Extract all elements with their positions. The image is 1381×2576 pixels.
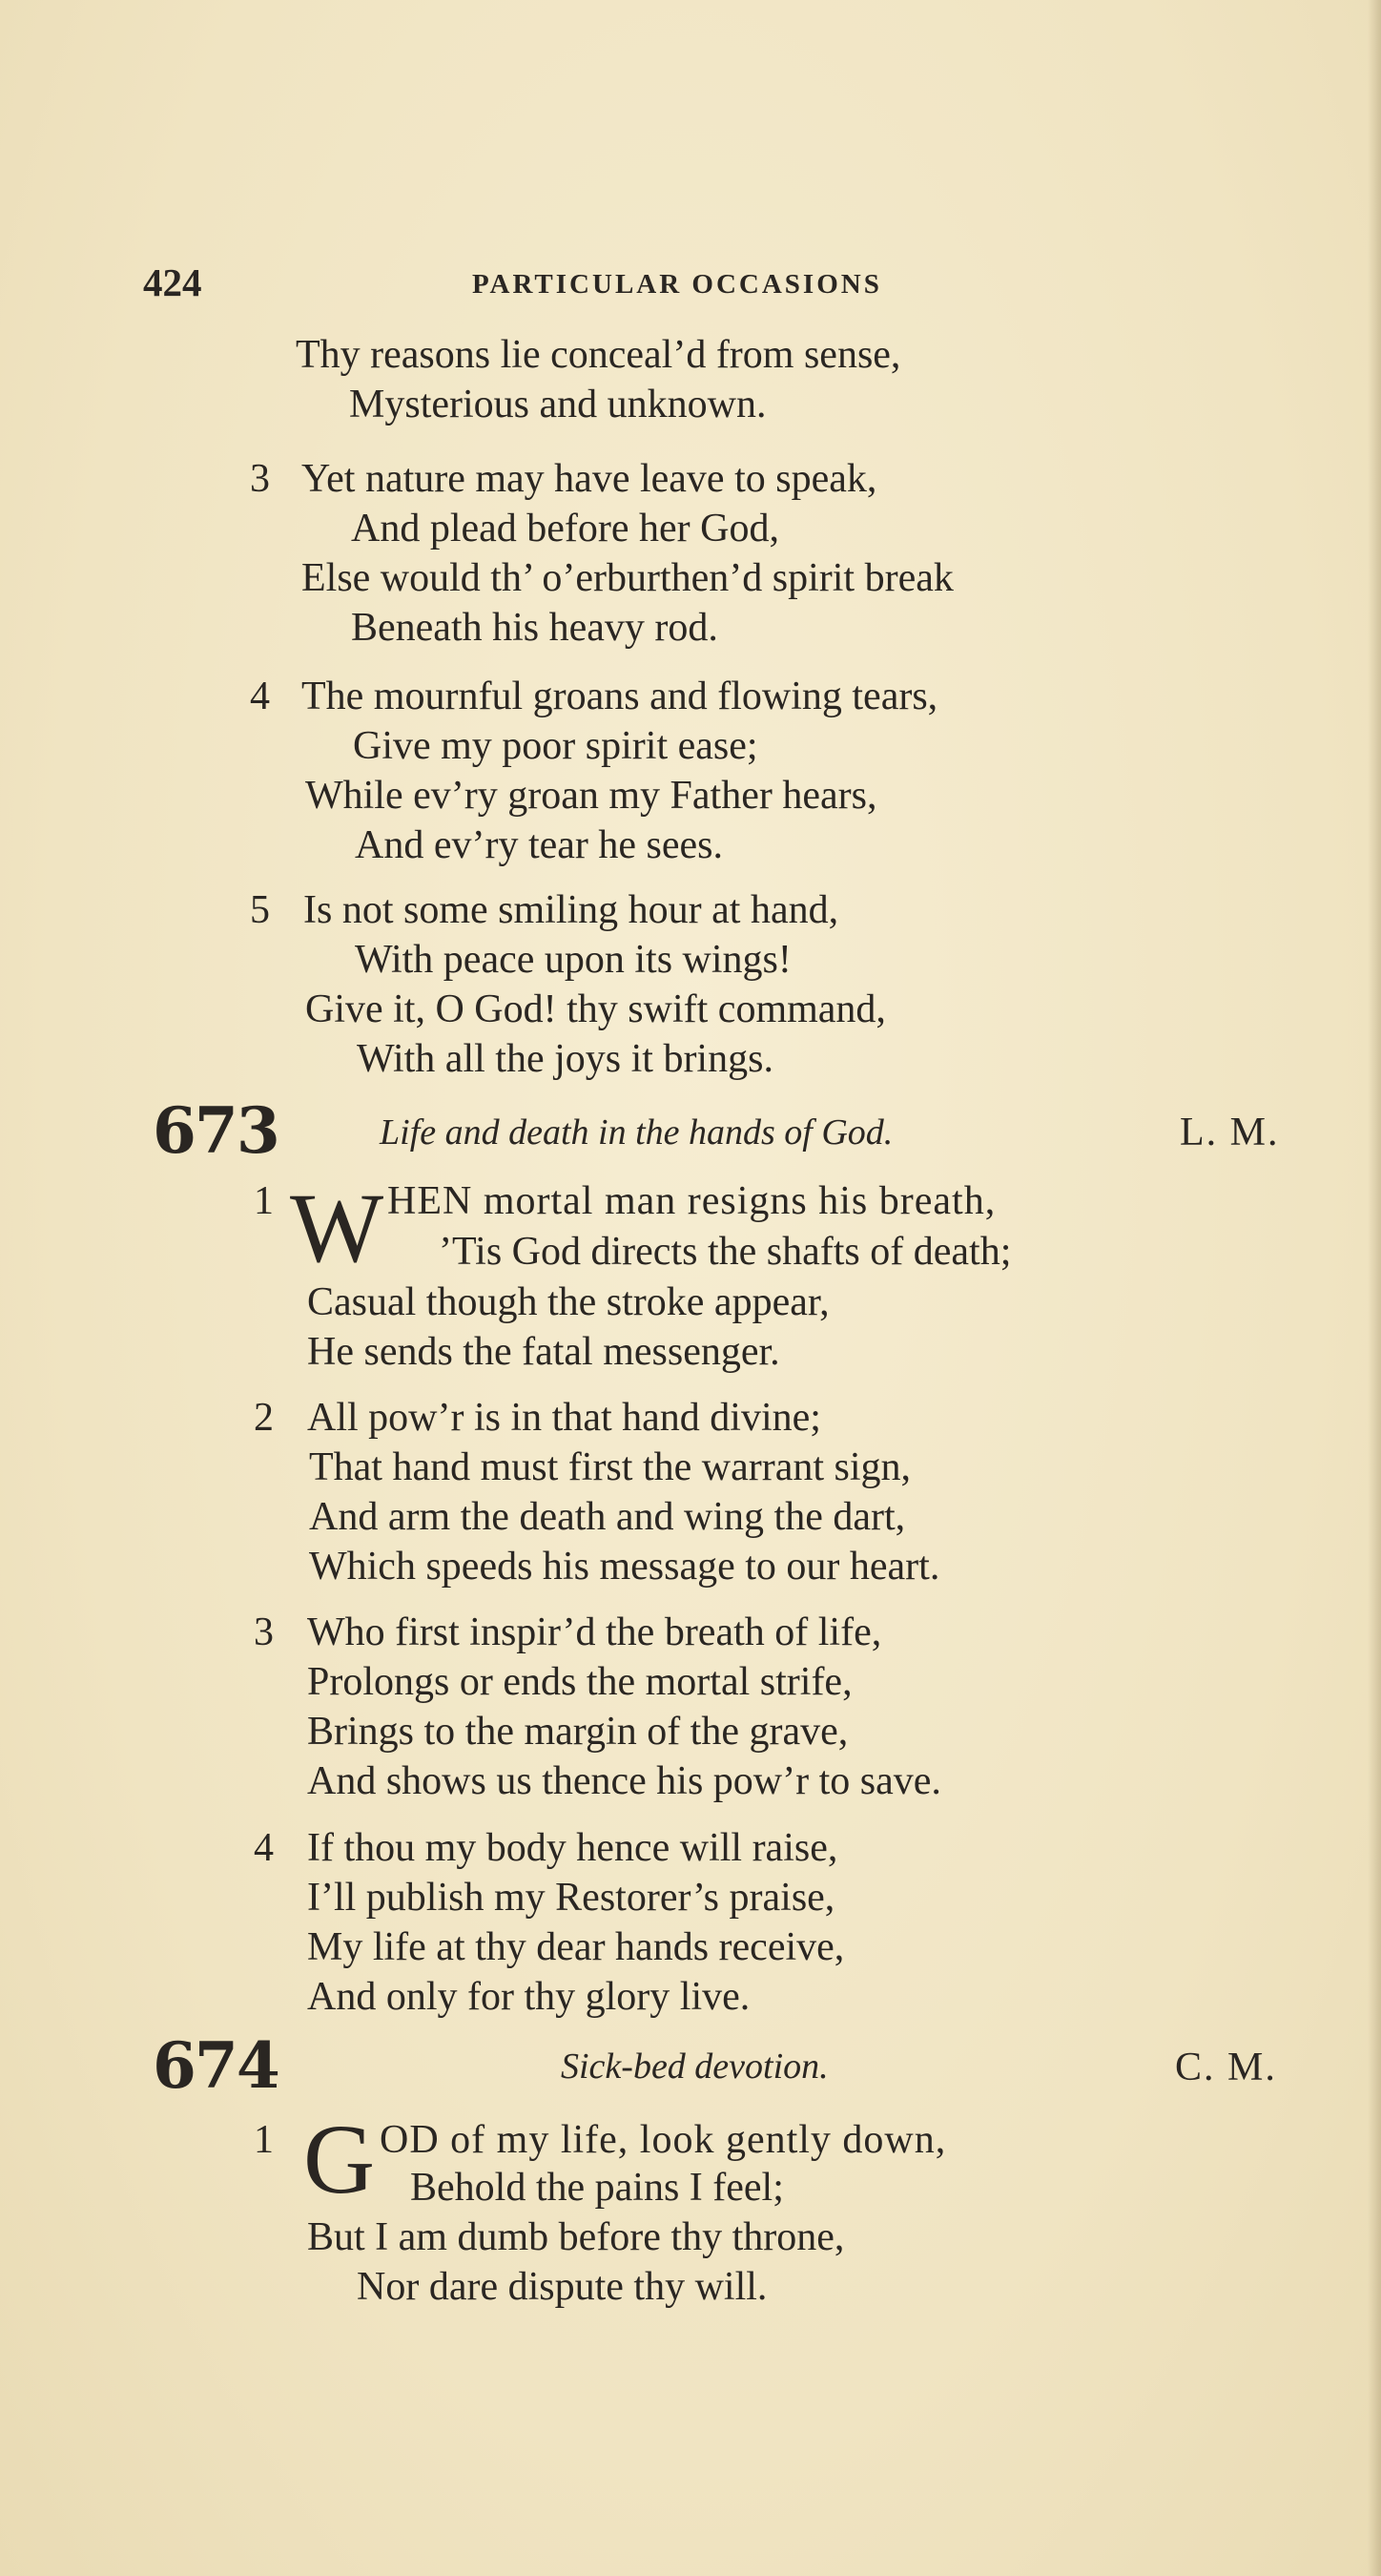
verse-number: 3 — [250, 457, 270, 501]
verse-line: And shows us thence his pow’r to save. — [307, 1759, 941, 1803]
verse-line: And only for thy glory live. — [307, 1975, 751, 2019]
verse-number: 1 — [254, 2118, 274, 2162]
verse-number: 2 — [254, 1396, 274, 1440]
verse-line: OD of my life, look gently down, — [380, 2118, 947, 2162]
verse-number: 1 — [254, 1179, 274, 1223]
verse-line: Mysterious and unknown. — [349, 383, 767, 426]
verse-line: The mournful groans and flowing tears, — [301, 675, 938, 718]
drop-cap: W — [290, 1174, 384, 1283]
verse-line: With all the joys it brings. — [357, 1037, 773, 1081]
verse-line: Who first inspir’d the breath of life, — [307, 1610, 882, 1654]
verse-line: Nor dare dispute thy will. — [357, 2265, 768, 2309]
verse-line: Prolongs or ends the mortal strife, — [307, 1660, 853, 1704]
hymn-meter: C. M. — [1175, 2046, 1277, 2089]
verse-line: Else would th’ o’erburthen’d spirit break — [301, 556, 954, 600]
verse-line: All pow’r is in that hand divine; — [307, 1396, 821, 1440]
drop-cap: G — [303, 2105, 376, 2214]
verse-number: 4 — [254, 1826, 274, 1870]
verse-number: 3 — [254, 1610, 274, 1654]
verse-line: HEN mortal man resigns his breath, — [387, 1179, 997, 1223]
verse-line: Give my poor spirit ease; — [353, 724, 758, 768]
verse-line: And ev’ry tear he sees. — [355, 823, 723, 867]
verse-line: ’Tis God directs the shafts of death; — [439, 1230, 1012, 1274]
hymn-meter: L. M. — [1180, 1111, 1280, 1154]
verse-line: And arm the death and wing the dart, — [309, 1495, 906, 1539]
hymn-title: Sick-bed devotion. — [561, 2046, 829, 2087]
verse-line: Brings to the margin of the grave, — [307, 1710, 849, 1754]
verse-line: My life at thy dear hands receive, — [307, 1925, 845, 1969]
hymn-title: Life and death in the hands of God. — [380, 1112, 894, 1153]
verse-line: While ev’ry groan my Father hears, — [305, 774, 877, 818]
page-edge-shadow — [1368, 0, 1381, 2576]
verse-line: Behold the pains I feel; — [410, 2166, 784, 2210]
verse-line: Casual though the stroke appear, — [307, 1280, 830, 1324]
verse-line: With peace upon its wings! — [355, 938, 792, 982]
verse-line: Beneath his heavy rod. — [351, 606, 718, 650]
verse-line: Is not some smiling hour at hand, — [303, 888, 839, 932]
hymn-number: 673 — [153, 1093, 278, 1168]
verse-line: And plead before her God, — [351, 507, 779, 551]
verse-line: He sends the fatal messenger. — [307, 1330, 780, 1374]
page-number: 424 — [143, 260, 202, 304]
running-title: PARTICULAR OCCASIONS — [472, 269, 882, 300]
verse-number: 4 — [250, 675, 270, 718]
verse-line: Give it, O God! thy swift command, — [305, 987, 886, 1031]
verse-line: Thy reasons lie conceal’d from sense, — [296, 333, 901, 377]
verse-line: Which speeds his message to our heart. — [309, 1545, 940, 1589]
page-header — [143, 260, 1211, 307]
hymn-number: 674 — [153, 2028, 278, 2103]
verse-line: That hand must first the warrant sign, — [309, 1445, 912, 1489]
verse-line: I’ll publish my Restorer’s praise, — [307, 1876, 835, 1920]
verse-line: But I am dumb before thy throne, — [307, 2215, 845, 2259]
verse-line: Yet nature may have leave to speak, — [301, 457, 877, 501]
verse-line: If thou my body hence will raise, — [307, 1826, 838, 1870]
verse-number: 5 — [250, 888, 270, 932]
